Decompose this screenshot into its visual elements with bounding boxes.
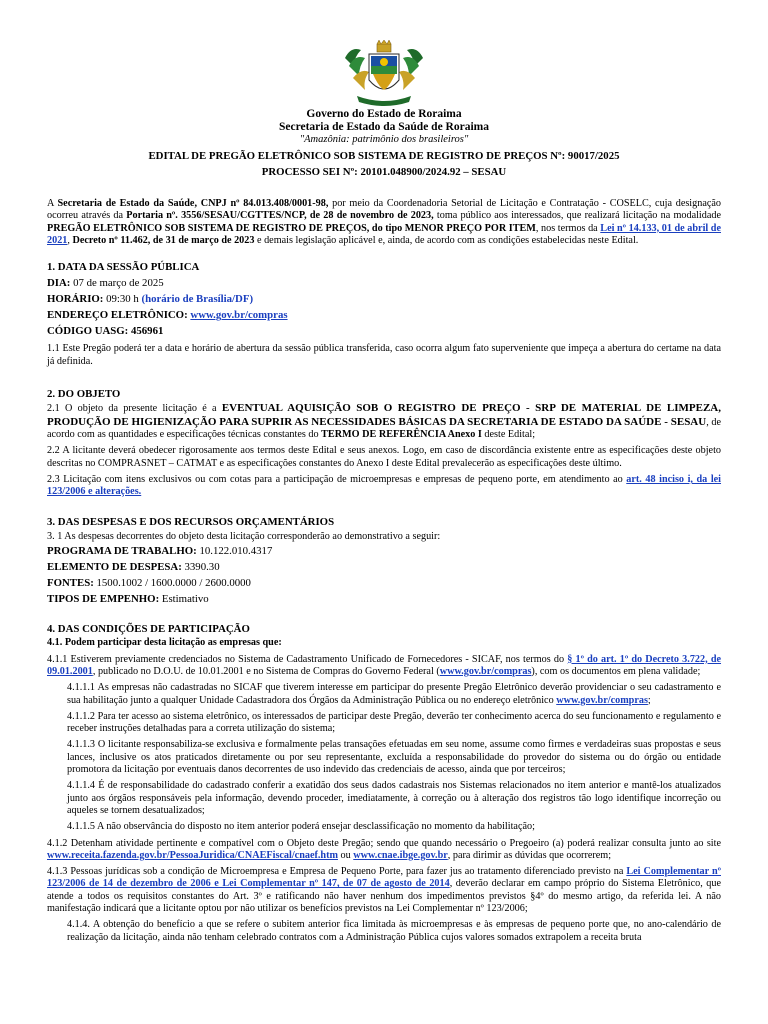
programa-trabalho: PROGRAMA DE TRABALHO: 10.122.010.4317 <box>47 545 273 558</box>
paragraph-2-1: 2.1 O objeto da presente licitação é a EVENTUAL AQUISIÇÃO SOB O REGISTRO DE PREÇO - SRP DE MATERIAL DE LIMPEZA, PRODUÇÃO DE HIGIENIZAÇÃO PARA SUPRIR AS NECESSIDADES BÁSICAS DA SECRETARIA DE ESTADO DA SAÚDE - SESAU, de acordo com as quantidades e especificações técnicas constantes do TERMO DE REFERÊNCIA Anexo I deste Edital; <box>47 402 721 440</box>
state-crest-icon <box>343 40 425 106</box>
fontes: FONTES: 1500.1002 / 1600.0000 / 2600.0000 <box>47 577 251 590</box>
paragraph-2-3: 2.3 Licitação com itens exclusivos ou com cotas para a participação de microempresas e empresas de pequeno porte, em atendimento ao art. 48 inciso i, da lei 123/2006 e alterações. <box>47 473 722 498</box>
gov-br-compras-link-3[interactable]: www.gov.br/compras <box>556 694 648 706</box>
paragraph-4-1-1-4: 4.1.1.4 É de responsabilidade do cadastrado conferir a exatidão dos seus dados cadastrais nos Sistemas relacionados no item anterior e mantê-los atualizados junto aos órgãos responsáveis pela informação, devendo proceder, imediatamente, à correção ou à alteração dos registros tão logo identifique incorreção ou aqueles se tornem desatualizados; <box>67 780 721 816</box>
paragraph-4-1-1-1: 4.1.1.1 As empresas não cadastradas no SICAF que tiverem interesse em participar do presente Pregão Eletrônico deverão providenciar o seu cadastramento e sua habilitação junto a qualquer Unidade Cadastradora dos Órgãos da Administração Pública ou no endereço eletrônico www.gov.br/compras; <box>67 682 721 706</box>
paragraph-2-2: 2.2 A licitante deverá obedecer rigorosamente aos termos deste Edital e seus anexos. Logo, em caso de discordância existente entre as especificações deste objeto descritas no COMPRASNET – CATMAT e as especificações constantes do Anexo I deste Edital prevalecerão as especificações deste último. <box>47 445 721 469</box>
header-secretariat: Secretaria de Estado da Saúde de Roraima <box>279 121 489 133</box>
document-body <box>47 198 721 944</box>
session-date: DIA: 07 de março de 2025 <box>47 277 164 290</box>
paragraph-4-1-4: 4.1.4. A obtenção do benefício a que se refere o subitem anterior fica limitada às microempresas e às empresas de pequeno porte que, no ano-calendário de realização da licitação, ainda não tenham celebrado contratos com a Administração Pública cujos valores somados extrapolem a receita bruta <box>67 919 721 943</box>
processo-number: PROCESSO SEI Nº: 20101.048900/2024.92 – SESAU <box>261 166 507 178</box>
lei-complementar-link[interactable]: Lei Complementar nº 123/2006 de 14 de dezembro de 2006 e Lei Complementar nº 147, de 07 de agosto de 2014 <box>47 866 721 890</box>
section-4-title: 4. DAS CONDIÇÕES DE PARTICIPAÇÃO <box>47 623 250 636</box>
intro-paragraph: A Secretaria de Estado da Saúde, CNPJ nº 84.013.408/0001-98, por meio da Coordenadoria Setorial de Licitação e Contratação - COSELC, cuja designação ocorreu através da Portaria nº. 3556/SESAU/CGTTES/NCP, de 28 de novembro de 2023, toma público aos interessados, que realizará licitação na modalidade PREGÃO ELETRÔNICO SOB SISTEMA DE REGISTRO DE PREÇOS, do tipo MENOR PREÇO POR ITEM, nos termos da Lei nº 14.133, 01 de abril de 2021, Decreto nº 11.462, de 31 de março de 2023 e demais legislação aplicável e, ainda, de acordo com as condições estabelecidas neste Edital. <box>47 198 721 246</box>
paragraph-4-1-1-3: 4.1.1.3 O licitante responsabiliza-se exclusiva e formalmente pelas transações efetuadas em seu nome, assume como firmes e verdadeiras suas propostas e seus lances, inclusive os atos praticados diretamente ou por seu representante, excluída a responsabilidade do provedor do sistema ou do órgão ou entidade promotora da licitação por eventuais danos decorrentes de uso indevido das credenciais de acesso, ainda que por terceiros; <box>67 739 721 776</box>
lei-14133-link[interactable]: Lei nº 14.133, 01 de abril de 2021 <box>47 222 721 246</box>
section-2-title: 2. DO OBJETO <box>47 388 121 401</box>
elemento-despesa: ELEMENTO DE DESPESA: 3390.30 <box>47 561 220 574</box>
ibge-cnae-link[interactable]: www.cnae.ibge.gov.br <box>353 849 448 861</box>
gov-br-compras-link[interactable]: www.gov.br/compras <box>190 309 288 322</box>
paragraph-4-1-1-5: 4.1.1.5 A não observância do disposto no item anterior poderá ensejar desclassificação no momento da habilitação; <box>67 821 535 833</box>
session-address: ENDEREÇO ELETRÔNICO: www.gov.br/compras <box>47 309 288 322</box>
paragraph-4-1: 4.1. Podem participar desta licitação as empresas que: <box>47 637 282 649</box>
receita-cnae-link[interactable]: www.receita.fazenda.gov.br/PessoaJuridica/CNAEFiscal/cnaef.htm <box>47 849 338 861</box>
lei-123-link[interactable]: art. 48 inciso i, da lei 123/2006 e alterações. <box>47 473 722 498</box>
session-time: HORÁRIO: 09:30 h (horário de Brasília/DF) <box>47 293 254 306</box>
paragraph-4-1-3: 4.1.3 Pessoas jurídicas sob a condição de Microempresa e Empresa de Pequeno Porte, para fazer jus ao tratamento diferenciado previsto na Lei Complementar nº 123/2006 de 14 de dezembro de 2006 e Lei Complementar nº 147, de 07 de agosto de 2014, deverão declarar em campo próprio do Sistema Eletrônico, que atende a todos os requisitos constantes do Art. 3º e ratificando não haver nenhum dos impedimentos previstos §4º do mesmo artigo, da referida lei. A não manifestação indicará que a licitante optou por não utilizar os benefícios previstos na Lei Complementar nº 123/2006; <box>47 866 722 914</box>
gov-br-compras-link-2[interactable]: www.gov.br/compras <box>439 665 532 677</box>
paragraph-1-1: 1.1 Este Pregão poderá ter a data e horário de abertura da sessão pública transferida, caso ocorra algum fato superveniente que impeça a abertura do certame na data já definida. <box>47 343 721 367</box>
header-motto: "Amazônia: patrimônio dos brasileiros" <box>299 134 469 145</box>
paragraph-3-1: 3. 1 As despesas decorrentes do objeto desta licitação corresponderão ao demonstrativo a seguir: <box>47 530 441 542</box>
header-government: Governo do Estado de Roraima <box>306 108 462 120</box>
uasg-code: CÓDIGO UASG: 456961 <box>47 325 164 338</box>
paragraph-4-1-1: 4.1.1 Estiverem previamente credenciados no Sistema de Cadastramento Unificado de Fornecedores - SICAF, nos termos do § 1º do art. 1º do Decreto 3.722, de 09.01.2001, publicado no D.O.U. de 10.01.2001 e no Sistema de Compras do Governo Federal (www.gov.br/compras), com os documentos em plena validade; <box>47 653 722 677</box>
paragraph-4-1-2: 4.1.2 Detenham atividade pertinente e compatível com o Objeto deste Pregão; sendo que quando necessário o Pregoeiro (a) poderá realizar consulta junto ao site www.receita.fazenda.gov.br/PessoaJuridica/CNAEFiscal/cnaef.htm ou www.cnae.ibge.gov.br, para dirimir as dúvidas que ocorrerem; <box>47 837 721 861</box>
section-3-title: 3. DAS DESPESAS E DOS RECURSOS ORÇAMENTÁRIOS <box>47 516 335 529</box>
edital-title: EDITAL DE PREGÃO ELETRÔNICO SOB SISTEMA DE REGISTRO DE PREÇOS Nº: 90017/2025 <box>148 150 620 162</box>
decreto-3722-link[interactable]: § 1º do art. 1º do Decreto 3.722, de 09.01.2001 <box>47 653 722 677</box>
tipos-empenho: TIPOS DE EMPENHO: Estimativo <box>47 593 209 606</box>
paragraph-4-1-1-2: 4.1.1.2 Para ter acesso ao sistema eletrônico, os interessados de participar deste Pregão, deverão ter conhecimento acerca do seu funcionamento e regulamento e receber instruções detalhadas para a correta utilização do sistema; <box>67 710 721 735</box>
section-1-title: 1. DATA DA SESSÃO PÚBLICA <box>47 261 200 274</box>
